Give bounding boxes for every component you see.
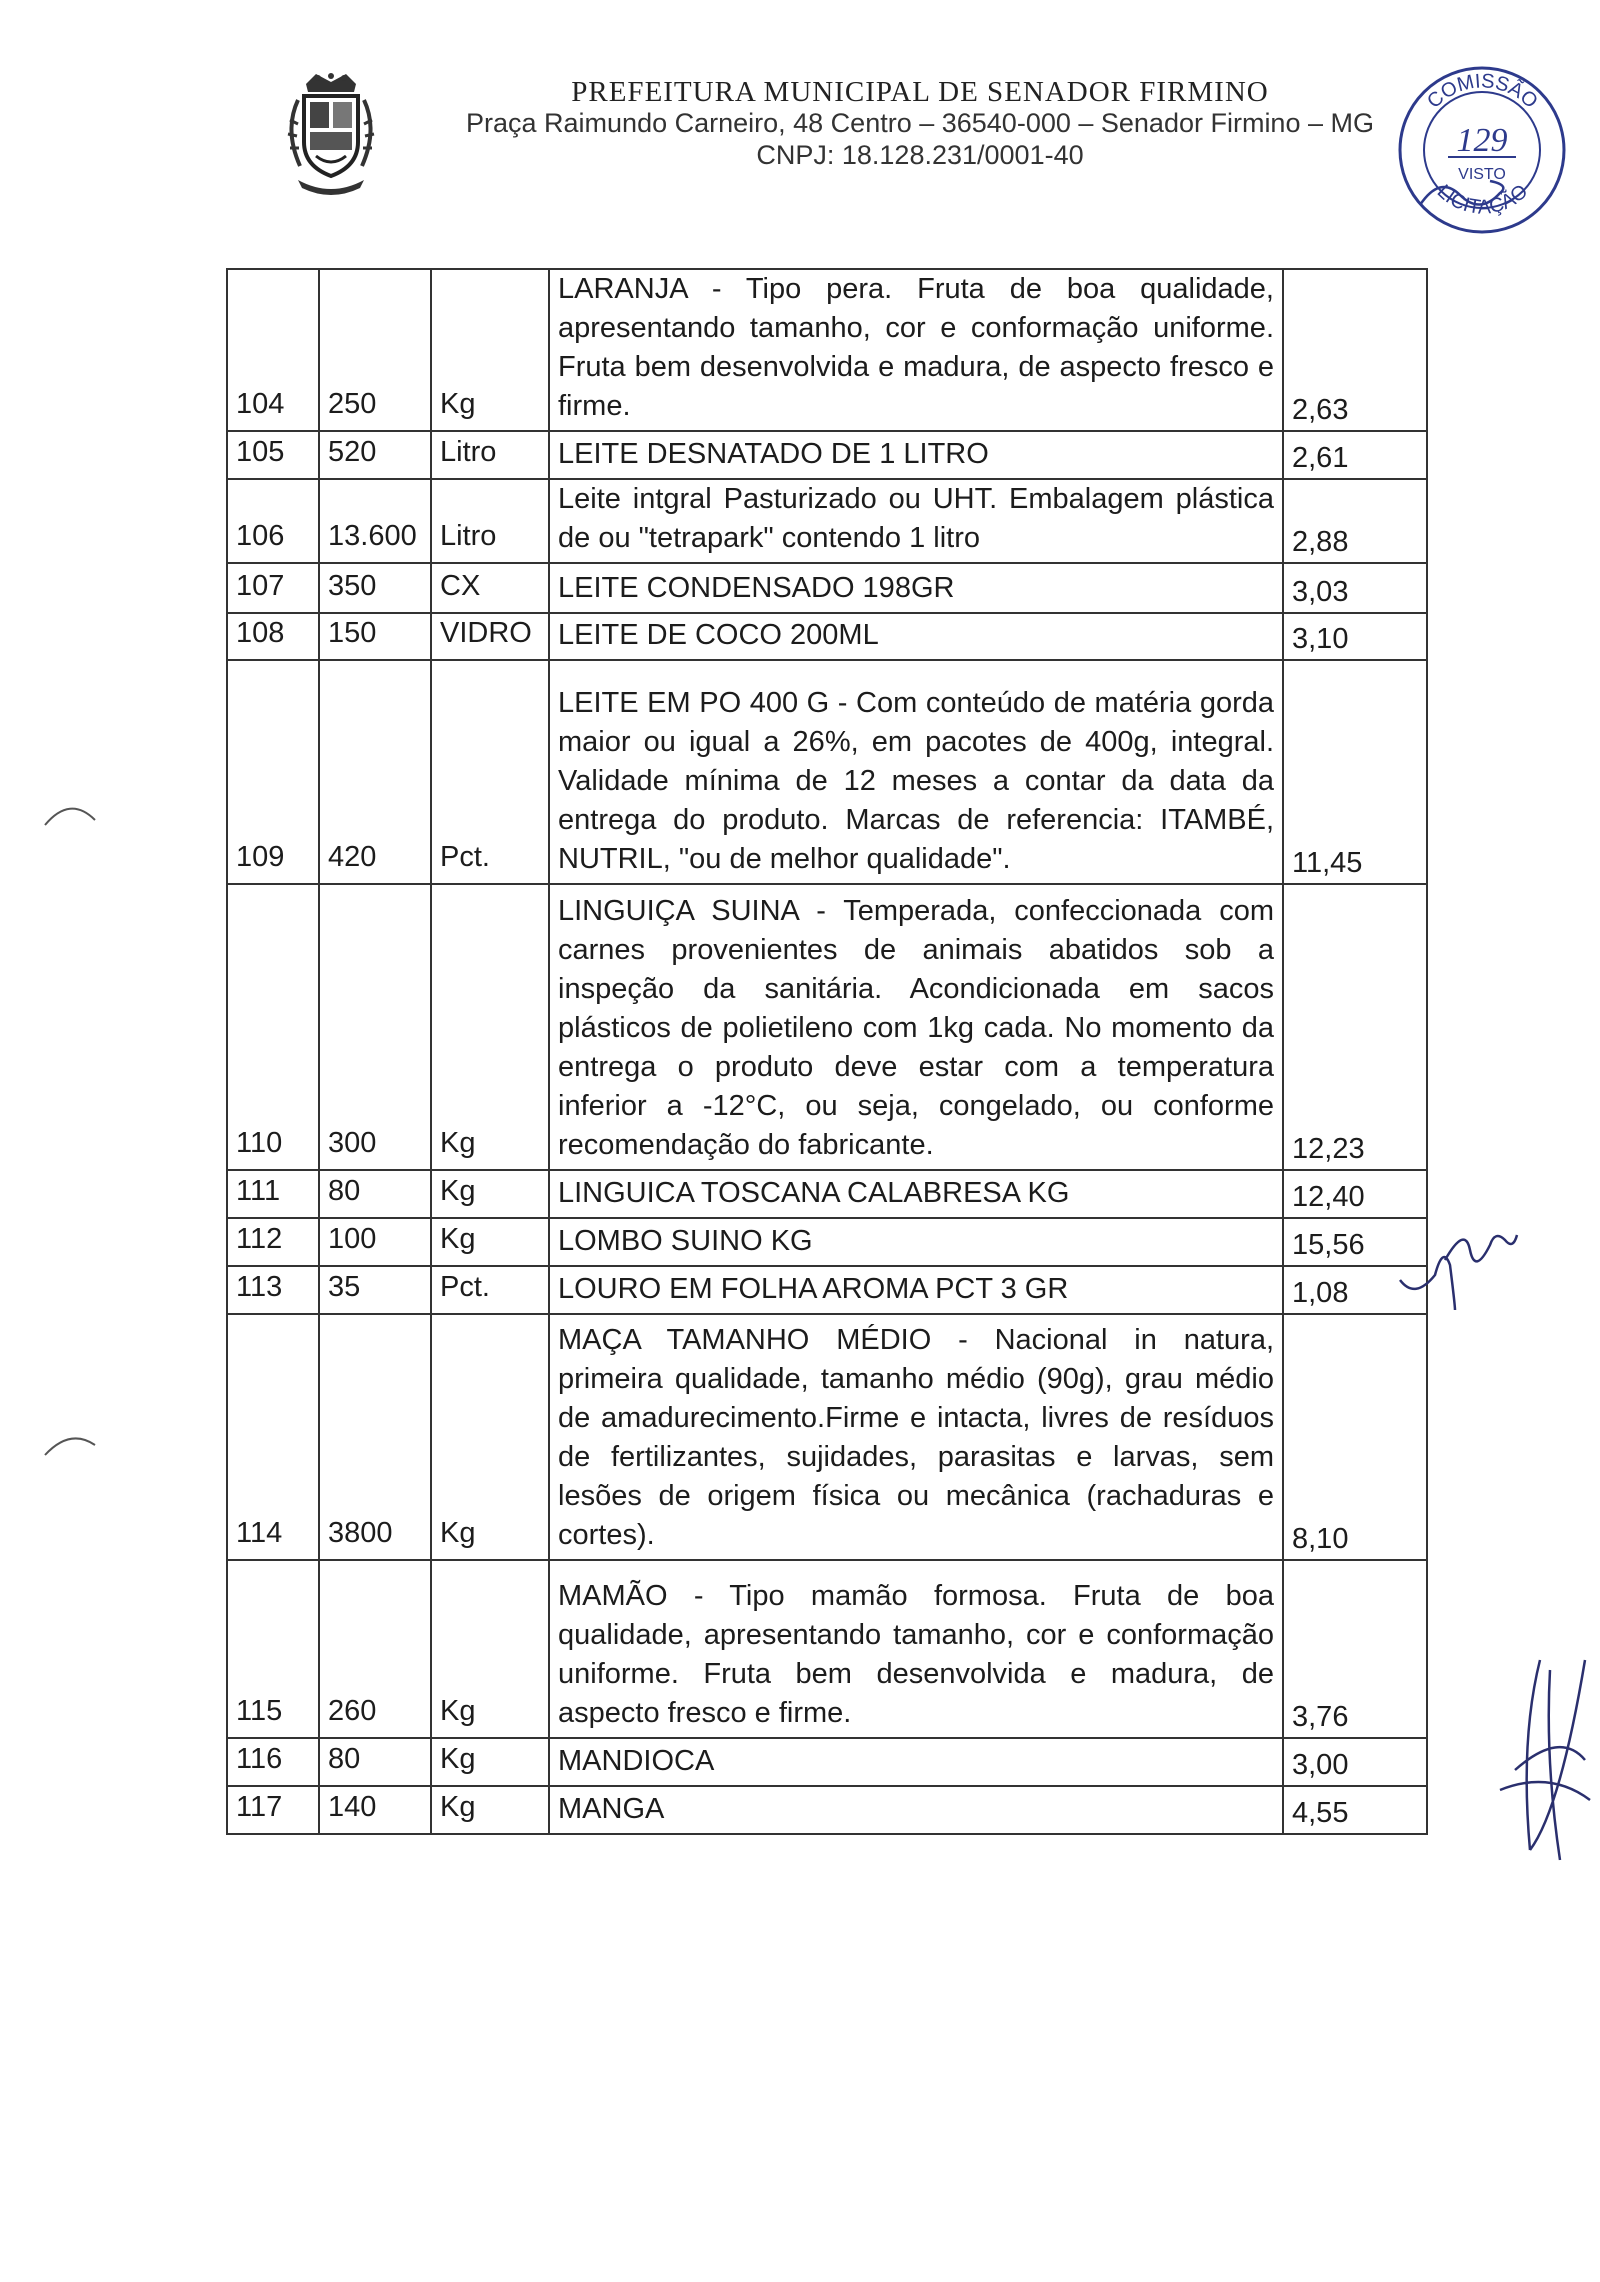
description-cell: MAÇA TAMANHO MÉDIO - Nacional in natura, primeira qualidade, tamanho médio (90g), grau médio de amadurecimento.Firme e intacta, livres de resíduos de fertilizantes, sujidades, parasitas e larvas, sem lesões de origem física ou mecânica (rachaduras e cortes). <box>549 1314 1283 1560</box>
unit-cell: CX <box>431 563 549 613</box>
table-row <box>227 1738 1427 1786</box>
unit-price-cell: 3,00 <box>1283 1738 1427 1786</box>
unit-cell: Kg <box>431 1560 549 1738</box>
description-cell: LINGUIÇA SUINA - Temperada, confeccionada com carnes provenientes de animais abatidos sob a inspeção da sanitária. Acondicionada em sacos plásticos de polietileno com 1kg cada. No momento da entrega o produto deve estar com a temperatura inferior a -12°C, ou seja, congelado, ou conforme recomendação do fabricante. <box>549 884 1283 1170</box>
item-number-cell: 106 <box>227 479 319 563</box>
unit-cell: Kg <box>431 1738 549 1786</box>
description-cell: Leite intgral Pasturizado ou UHT. Embalagem plástica de ou "tetrapark" contendo 1 litro <box>549 479 1283 563</box>
unit-cell: Litro <box>431 479 549 563</box>
quantity-cell: 150 <box>319 613 431 660</box>
item-number-cell: 109 <box>227 660 319 884</box>
unit-cell: Kg <box>431 1786 549 1834</box>
stamp-top-text: COMISSÃO <box>1423 70 1542 113</box>
table-row <box>227 1314 1427 1560</box>
quantity-cell: 260 <box>319 1560 431 1738</box>
unit-cell: VIDRO <box>431 613 549 660</box>
svg-text:LICITAÇÃO <box>1433 180 1533 218</box>
quantity-cell: 350 <box>319 563 431 613</box>
table-row <box>227 884 1427 1170</box>
unit-cell: Kg <box>431 269 549 431</box>
item-number-cell: 114 <box>227 1314 319 1560</box>
description-cell: MANDIOCA <box>549 1738 1283 1786</box>
description-cell: LOURO EM FOLHA AROMA PCT 3 GR <box>549 1266 1283 1314</box>
quantity-cell: 80 <box>319 1738 431 1786</box>
table-row <box>227 660 1427 884</box>
item-number-cell: 108 <box>227 613 319 660</box>
unit-price-cell: 2,61 <box>1283 431 1427 479</box>
quantity-cell: 3800 <box>319 1314 431 1560</box>
quantity-cell: 13.600 <box>319 479 431 563</box>
items-price-table <box>226 268 1428 1835</box>
municipal-crest-logo <box>276 70 386 200</box>
description-cell: LINGUICA TOSCANA CALABRESA KG <box>549 1170 1283 1218</box>
comissao-licitacao-stamp <box>1390 55 1575 240</box>
description-cell: LEITE DE COCO 200ML <box>549 613 1283 660</box>
unit-price-cell: 2,88 <box>1283 479 1427 563</box>
item-number-cell: 117 <box>227 1786 319 1834</box>
item-number-cell: 105 <box>227 431 319 479</box>
unit-price-cell: 11,45 <box>1283 660 1427 884</box>
unit-price-cell: 3,76 <box>1283 1560 1427 1738</box>
quantity-cell: 35 <box>319 1266 431 1314</box>
unit-price-cell: 4,55 <box>1283 1786 1427 1834</box>
unit-price-cell: 3,03 <box>1283 563 1427 613</box>
quantity-cell: 80 <box>319 1170 431 1218</box>
description-cell: MAMÃO - Tipo mamão formosa. Fruta de boa qualidade, apresentando tamanho, cor e conformação uniforme. Fruta bem desenvolvida e madura, de aspecto fresco e firme. <box>549 1560 1283 1738</box>
unit-price-cell: 3,10 <box>1283 613 1427 660</box>
quantity-cell: 520 <box>319 431 431 479</box>
description-cell: LEITE DESNATADO DE 1 LITRO <box>549 431 1283 479</box>
quantity-cell: 140 <box>319 1786 431 1834</box>
table-row <box>227 431 1427 479</box>
table-row <box>227 479 1427 563</box>
unit-cell: Kg <box>431 1314 549 1560</box>
table-row <box>227 1170 1427 1218</box>
prefeitura-title: PREFEITURA MUNICIPAL DE SENADOR FIRMINO <box>571 76 1269 108</box>
prefeitura-address: Praça Raimundo Carneiro, 48 Centro – 36540-000 – Senador Firmino – MG <box>466 108 1374 138</box>
description-cell: LARANJA - Tipo pera. Fruta de boa qualidade, apresentando tamanho, cor e conformação uniforme. Fruta bem desenvolvida e madura, de aspecto fresco e firme. <box>549 269 1283 431</box>
item-number-cell: 110 <box>227 884 319 1170</box>
items-table-body <box>227 269 1427 1834</box>
margin-hole-mark <box>40 1420 100 1460</box>
item-number-cell: 113 <box>227 1266 319 1314</box>
quantity-cell: 250 <box>319 269 431 431</box>
table-row <box>227 269 1427 431</box>
rubric-signature-scribble <box>1490 1650 1600 1880</box>
margin-hole-mark <box>40 790 100 830</box>
unit-price-cell: 8,10 <box>1283 1314 1427 1560</box>
prefeitura-cnpj: CNPJ: 18.128.231/0001-40 <box>756 140 1084 170</box>
description-cell: LOMBO SUINO KG <box>549 1218 1283 1266</box>
unit-price-cell: 15,56 <box>1283 1218 1427 1266</box>
unit-price-cell: 2,63 <box>1283 269 1427 431</box>
table-row <box>227 1786 1427 1834</box>
unit-price-cell: 1,08 <box>1283 1266 1427 1314</box>
unit-cell: Kg <box>431 1170 549 1218</box>
table-row <box>227 1560 1427 1738</box>
unit-cell: Pct. <box>431 1266 549 1314</box>
stamp-bottom-text: LICITAÇÃO <box>1432 180 1533 219</box>
description-cell: LEITE CONDENSADO 198GR <box>549 563 1283 613</box>
table-row <box>227 613 1427 660</box>
quantity-cell: 300 <box>319 884 431 1170</box>
unit-cell: Kg <box>431 884 549 1170</box>
unit-price-cell: 12,23 <box>1283 884 1427 1170</box>
table-row <box>227 563 1427 613</box>
table-row <box>227 1266 1427 1314</box>
quantity-cell: 100 <box>319 1218 431 1266</box>
stamp-visto-label: VISTO <box>1458 166 1506 183</box>
svg-text:COMISSÃO <box>1423 70 1542 113</box>
item-number-cell: 104 <box>227 269 319 431</box>
item-number-cell: 112 <box>227 1218 319 1266</box>
quantity-cell: 420 <box>319 660 431 884</box>
unit-cell: Litro <box>431 431 549 479</box>
description-cell: MANGA <box>549 1786 1283 1834</box>
item-number-cell: 115 <box>227 1560 319 1738</box>
unit-cell: Kg <box>431 1218 549 1266</box>
item-number-cell: 116 <box>227 1738 319 1786</box>
unit-price-cell: 12,40 <box>1283 1170 1427 1218</box>
description-cell: LEITE EM PO 400 G - Com conteúdo de matéria gorda maior ou igual a 26%, em pacotes de 400g, integral. Validade mínima de 12 meses a contar da data da entrega do produto. Marcas de referencia: ITAMBÉ, NUTRIL, "ou de melhor qualidade". <box>549 660 1283 884</box>
initials-signature-scribble <box>1395 1205 1525 1315</box>
item-number-cell: 111 <box>227 1170 319 1218</box>
table-row <box>227 1218 1427 1266</box>
unit-cell: Pct. <box>431 660 549 884</box>
stamp-page-number: 129 <box>1456 122 1508 159</box>
item-number-cell: 107 <box>227 563 319 613</box>
